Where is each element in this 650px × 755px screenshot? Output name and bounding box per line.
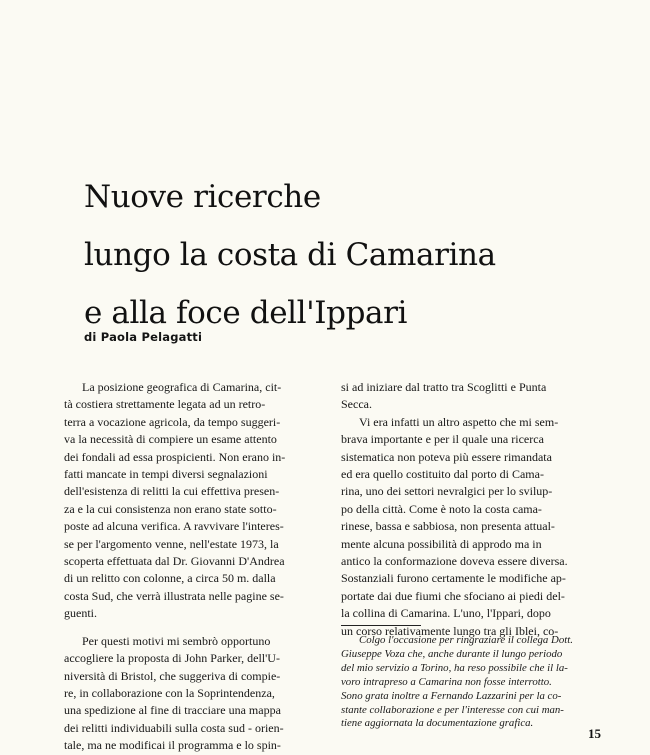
footnote-line: Colgo l'occasione per ringraziare il collega Dott. [359, 634, 573, 646]
title-line: Nuove ricerche [84, 179, 321, 215]
text-line: accogliere la proposta di John Parker, dell'U- [64, 651, 280, 666]
text-line: brava importante e per il quale una ricerca [341, 432, 544, 447]
footnote-line: Giuseppe Voza che, anche durante il lungo periodo [341, 647, 563, 660]
text-line: sistematica non poteva più essere rimandata [341, 449, 552, 464]
footnote-divider [341, 625, 421, 626]
footnote-line: stante collaborazione e per l'interesse con cui man- [341, 703, 564, 716]
text-line: dei fondali ad essa prospicienti. Non erano in- [64, 449, 286, 464]
text-line: re, in collaborazione con la Soprintendenza, [64, 685, 275, 700]
title-line: lungo la costa di Camarina [84, 237, 496, 273]
paragraph [64, 379, 326, 623]
text-line: Sostanziali furono certamente le modifiche ap- [341, 571, 566, 586]
text-line: za e la cui consistenza non erano state sotto- [64, 501, 277, 516]
paragraph [64, 633, 326, 755]
text-line: dell'esistenza di relitti la cui effettiva presen- [64, 484, 280, 499]
text-line: tale, ma ne modificai il programma e lo spin- [64, 738, 281, 753]
text-line: rinese, bassa e sabbiosa, non presenta attual- [341, 519, 555, 534]
text-line: guenti. [64, 606, 97, 621]
paragraph [341, 414, 603, 640]
text-line: Vi era infatti un altro aspetto che mi sem- [359, 414, 559, 429]
text-line: antico la conformazione doveva essere diversa. [341, 554, 568, 569]
body-column-right [341, 379, 603, 640]
text-line: niversità di Bristol, che suggeriva di compie- [64, 668, 281, 683]
paragraph [341, 379, 603, 414]
text-line: la collina di Camarina. L'uno, l'Ippari, dopo [341, 606, 551, 621]
text-line: portate dai due fiumi che sfociano ai piedi del- [341, 588, 565, 603]
text-line: di un relitto con colonne, a circa 50 m. dalla [64, 571, 276, 586]
text-line: tà costiera strettamente legata ad un retro- [64, 397, 266, 412]
text-line: mente alcuna possibilità di approdo ma in [341, 536, 542, 551]
text-line: si ad iniziare dal tratto tra Scoglitti e Punta [341, 380, 547, 394]
text-line: terra a vocazione agricola, da tempo suggeri- [64, 414, 281, 429]
text-line: scoperta effettuata dal Dr. Giovanni D'Andrea [64, 554, 285, 569]
text-line: ed era quello costituito dal porto di Cama- [341, 467, 544, 482]
title-line: e alla foce dell'Ippari [84, 295, 408, 331]
footnote [341, 634, 603, 731]
text-line: se per l'argomento venne, nell'estate 1973, la [64, 536, 279, 551]
text-line: dei relitti individuabili sulla costa sud - orien- [64, 720, 284, 735]
footnote-line: voro intrapreso a Camarina non fosse interrotto. [341, 675, 552, 688]
text-line: costa Sud, che verrà illustrata nelle pagine se- [64, 588, 284, 603]
text-line: Secca. [341, 397, 372, 412]
text-line: fatti mancate in tempi diversi segnalazioni [64, 467, 268, 482]
text-line: po della città. Come è noto la costa cama- [341, 501, 542, 516]
text-line: La posizione geografica di Camarina, cit- [82, 380, 282, 394]
text-line: va la necessità di compiere un esame attento [64, 432, 277, 447]
body-column-left [64, 379, 326, 755]
text-line: poste ad alcuna verifica. A ravvivare l'interes- [64, 519, 284, 534]
text-line: rina, uno dei settori nevralgici per lo svilup- [341, 484, 553, 499]
footnote-line: del mio servizio a Torino, ha reso possibile che il la- [341, 661, 568, 674]
footnote-line: Sono grata inoltre a Fernando Lazzarini per la co- [341, 689, 562, 702]
footnote-line: tiene aggiornata la documentazione grafica. [341, 717, 534, 730]
text-line: un corso relativamente lungo tra gli Iblei, co- [341, 623, 559, 638]
text-line: una spedizione al fine di tracciare una mappa [64, 703, 281, 718]
text-line: Per questi motivi mi sembrò opportuno [82, 633, 271, 648]
page-number: 15 [588, 726, 601, 741]
article-title [84, 168, 496, 342]
article-author: di Paola Pelagatti [84, 330, 203, 344]
